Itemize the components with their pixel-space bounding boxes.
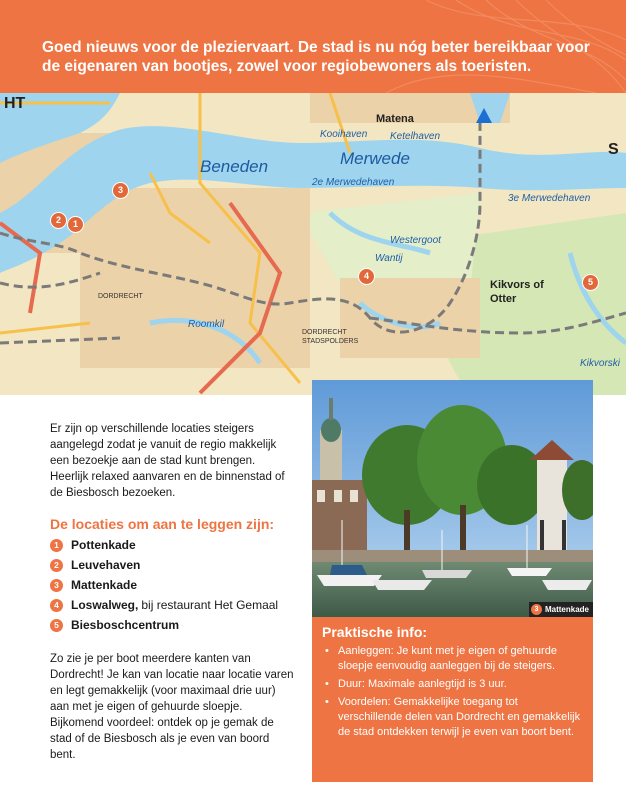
- map-pin-2[interactable]: 2: [50, 212, 67, 229]
- map-label-beneden: Beneden: [200, 157, 269, 176]
- header-banner: [0, 0, 626, 93]
- locations-heading: De locaties om aan te leggen zijn:: [50, 516, 275, 532]
- location-number-badge: 1: [50, 539, 63, 552]
- photo-caption: [529, 602, 593, 617]
- map-label-dordrecht-sp-1: DORDRECHT: [302, 329, 347, 336]
- practical-info-box: [312, 617, 593, 782]
- location-name: Pottenkade: [71, 538, 136, 552]
- map-label-matena: Matena: [376, 113, 414, 125]
- outro-paragraph: Zo zie je per boot meerdere kanten van Dordrecht! Je kan van locatie naar locatie varen en legt gemakkelijk (voor maximaal drie uur) aan met je eigen of gehuurde sloepje. Bijkomend voordeel: ontdek op je gemak de stad of de Biesbosch als je even van boord bent.: [50, 653, 294, 761]
- location-name: Biesboschcentrum: [71, 618, 180, 632]
- map-pin-5[interactable]: 5: [582, 274, 599, 291]
- banner-headline: Goed nieuws voor de pleziervaart. De stad is nu nóg beter bereikbaar voor de eigenaren van bootjes, zowel voor regiobewoners als toeristen.: [42, 39, 590, 75]
- mattenkade-photo: [312, 380, 593, 617]
- map-label-wantij: Wantij: [375, 253, 403, 264]
- caption-text: Mattenkade: [544, 605, 589, 614]
- body-text-column: [50, 421, 295, 763]
- harbour-photo-illustration: [312, 380, 593, 617]
- map-pin-4[interactable]: 4: [358, 268, 375, 285]
- location-item: [50, 555, 295, 575]
- map-label-ketelhaven: Ketelhaven: [390, 131, 441, 142]
- map-label-ht: HT: [4, 95, 26, 112]
- location-extra: bij restaurant Het Gemaal: [141, 598, 279, 612]
- map-label-otter: Otter: [490, 293, 517, 305]
- location-name: Loswalweg,: [71, 598, 139, 612]
- location-item: [50, 575, 295, 595]
- route-map: [0, 93, 626, 395]
- map-label-westergoot: Westergoot: [390, 235, 441, 246]
- map-label-merwede: Merwede: [340, 149, 410, 168]
- location-item: [50, 595, 295, 615]
- map-label-3e-merwedehaven: 3e Merwedehaven: [508, 193, 591, 204]
- caption-number-badge: 3: [531, 604, 542, 615]
- info-item: • Voordelen: Gemakkelijke toegang tot verschillende delen van Dordrecht en gemakkelijk de stad ontdekken terwijl je even van boort bent.: [322, 695, 583, 740]
- location-number-badge: 4: [50, 599, 63, 612]
- map-label-s: S: [608, 141, 619, 158]
- map-graphic: [0, 93, 626, 395]
- location-item: [50, 535, 295, 555]
- intro-paragraph: Er zijn op verschillende locaties steigers aangelegd zodat je vanuit de regio makkelijk een bezoekje aan de stad kunt brengen. Heerlijk relaxed aanvaren en de binnenstad of de Biesbosch bezoeken.: [50, 423, 285, 499]
- map-label-roomkil: Roomkil: [188, 319, 225, 330]
- info-item: • Duur: Maximale aanlegtijd is 3 uur.: [322, 677, 583, 692]
- map-label-dordrecht-sp-2: STADSPOLDERS: [302, 338, 359, 345]
- map-pin-1[interactable]: 1: [67, 216, 84, 233]
- location-item: [50, 615, 295, 635]
- location-number-badge: 2: [50, 559, 63, 572]
- info-list: [322, 644, 583, 740]
- locations-list: [50, 535, 295, 635]
- map-label-dordrecht: DORDRECHT: [98, 293, 143, 300]
- location-number-badge: 5: [50, 619, 63, 632]
- location-name: Leuvehaven: [71, 558, 141, 572]
- map-label-kooihaven: Kooihaven: [320, 129, 368, 140]
- map-label-2e-merwedehaven: 2e Merwedehaven: [312, 177, 395, 188]
- map-label-kikvorski: Kikvorski: [580, 358, 621, 369]
- map-pin-3[interactable]: 3: [112, 182, 129, 199]
- info-title: Praktische info:: [322, 624, 428, 640]
- map-label-kikvors: Kikvors of: [490, 279, 544, 291]
- location-name: Mattenkade: [71, 578, 138, 592]
- info-item: • Aanleggen: Je kunt met je eigen of gehuurde sloepje eenvoudig aanleggen bij de steigers.: [322, 644, 583, 674]
- location-number-badge: 3: [50, 579, 63, 592]
